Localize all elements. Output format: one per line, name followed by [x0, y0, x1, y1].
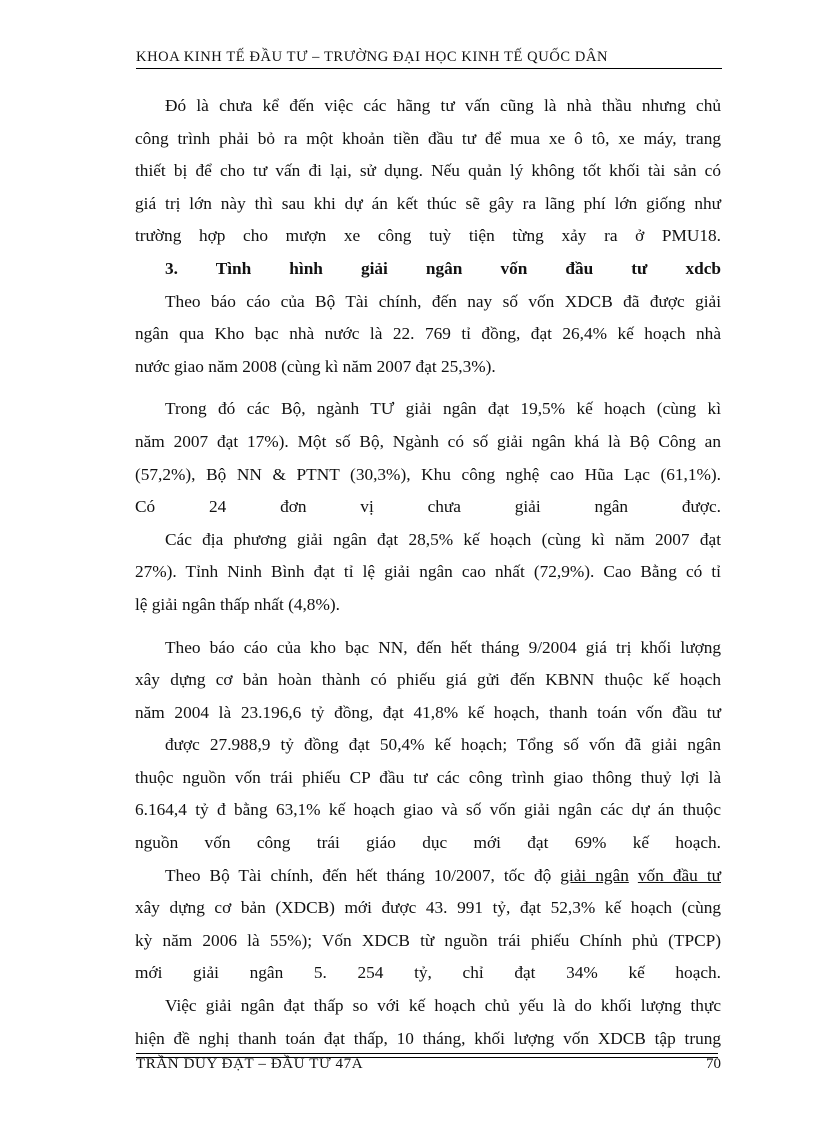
- text-line: năm 2007 đạt 17%). Một số Bộ, Ngành có số giải ngân khá là Bộ Công an: [135, 431, 721, 451]
- section-heading: [135, 253, 721, 286]
- text-line: 6.164,4 tỷ đ bằng 63,1% kế hoạch giao và số vốn giải ngân các dự án thuộc: [135, 800, 721, 820]
- text-line: nước giao năm 2008 (cùng kì năm 2007 đạt 25,3%).: [135, 356, 496, 376]
- text-line: [135, 860, 721, 893]
- text-fragment: [629, 866, 638, 885]
- text-fragment: Theo Bộ Tài chính, đến hết tháng 10/2007, tốc độ: [165, 865, 561, 885]
- text-line: Theo báo cáo của Bộ Tài chính, đến nay số vốn XDCB đã được giải: [165, 291, 721, 311]
- section-heading-text: 3. Tình hình giải ngân vốn đầu tư xdcb: [165, 258, 721, 278]
- text-line: (57,2%), Bộ NN & PTNT (30,3%), Khu công nghệ cao Hũa Lạc (61,1%).: [135, 464, 721, 484]
- text-line: trường hợp cho mượn xe công tuỳ tiện từng xảy ra ở PMU18.: [135, 226, 721, 246]
- text-line: giá trị lớn này thì sau khi dự án kết thúc sẽ gây ra lãng phí lớn giống như: [135, 193, 721, 213]
- link-von-dau-tu[interactable]: vốn đầu tư: [637, 865, 722, 885]
- text-line: xây dựng cơ bản hoàn thành có phiếu giá gửi đến KBNN thuộc kế hoạch: [135, 670, 721, 690]
- text-line: thuộc nguồn vốn trái phiếu CP đầu tư các công trình giao thông thuỷ lợi là: [135, 767, 721, 787]
- body-text: [135, 90, 721, 1055]
- page-header: KHOA KINH TẾ ĐẦU TƯ – TRƯỜNG ĐẠI HỌC KINH TẾ QUỐC DÂN: [136, 49, 609, 65]
- text-line: Trong đó các Bộ, ngành TƯ giải ngân đạt 19,5% kế hoạch (cùng kì: [165, 399, 721, 419]
- text-line: 27%). Tỉnh Ninh Bình đạt tỉ lệ giải ngân cao nhất (72,9%). Cao Bằng có tỉ: [135, 562, 721, 582]
- text-line: hiện đề nghị thanh toán đạt thấp, 10 tháng, khối lượng vốn XDCB tập trung: [135, 1028, 721, 1048]
- text-line: Theo báo cáo của kho bạc NN, đến hết tháng 9/2004 giá trị khối lượng: [165, 637, 721, 657]
- footer-author: TRẦN DUY ĐẠT – ĐẦU TƯ 47A: [136, 1056, 364, 1072]
- text-line: xây dựng cơ bản (XDCB) mới được 43. 991 tỷ, đạt 52,3% kế hoạch (cùng: [135, 898, 721, 918]
- text-line: Các địa phương giải ngân đạt 28,5% kế hoạch (cùng kì năm 2007 đạt: [165, 529, 721, 549]
- header-rule: [136, 68, 722, 69]
- text-line: kỳ năm 2006 là 55%); Vốn XDCB từ nguồn trái phiếu Chính phủ (TPCP): [135, 930, 721, 950]
- text-line: Có 24 đơn vị chưa giải ngân được.: [135, 497, 721, 517]
- text-line: công trình phải bỏ ra một khoản tiền đầu tư để mua xe ô tô, xe máy, trang: [135, 128, 721, 148]
- text-line: Đó là chưa kể đến việc các hãng tư vấn cũng là nhà thầu nhưng chủ: [165, 96, 721, 115]
- footer-rule: [136, 1053, 718, 1054]
- text-line: năm 2004 là 23.196,6 tỷ đồng, đạt 41,8% kế hoạch, thanh toán vốn đầu tư: [135, 702, 721, 722]
- text-line: thiết bị để cho tư vấn đi lại, sử dụng. Nếu quản lý không tốt khối tài sản có: [135, 161, 721, 181]
- text-line: ngân qua Kho bạc nhà nước là 22. 769 tỉ đồng, đạt 26,4% kế hoạch nhà: [135, 324, 721, 344]
- text-line: nguồn vốn công trái giáo dục mới đạt 69% kế hoạch.: [135, 833, 721, 853]
- link-giai-ngan[interactable]: giải ngân: [560, 865, 629, 885]
- page-number: 70: [706, 1056, 721, 1072]
- text-line: mới giải ngân 5. 254 tỷ, chỉ đạt 34% kế hoạch.: [135, 963, 721, 983]
- text-line: lệ giải ngân thấp nhất (4,8%).: [135, 594, 340, 614]
- text-line: được 27.988,9 tỷ đồng đạt 50,4% kế hoạch; Tổng số vốn đã giải ngân: [165, 735, 721, 755]
- text-line: Việc giải ngân đạt thấp so với kế hoạch chủ yếu là do khối lượng thực: [165, 996, 721, 1016]
